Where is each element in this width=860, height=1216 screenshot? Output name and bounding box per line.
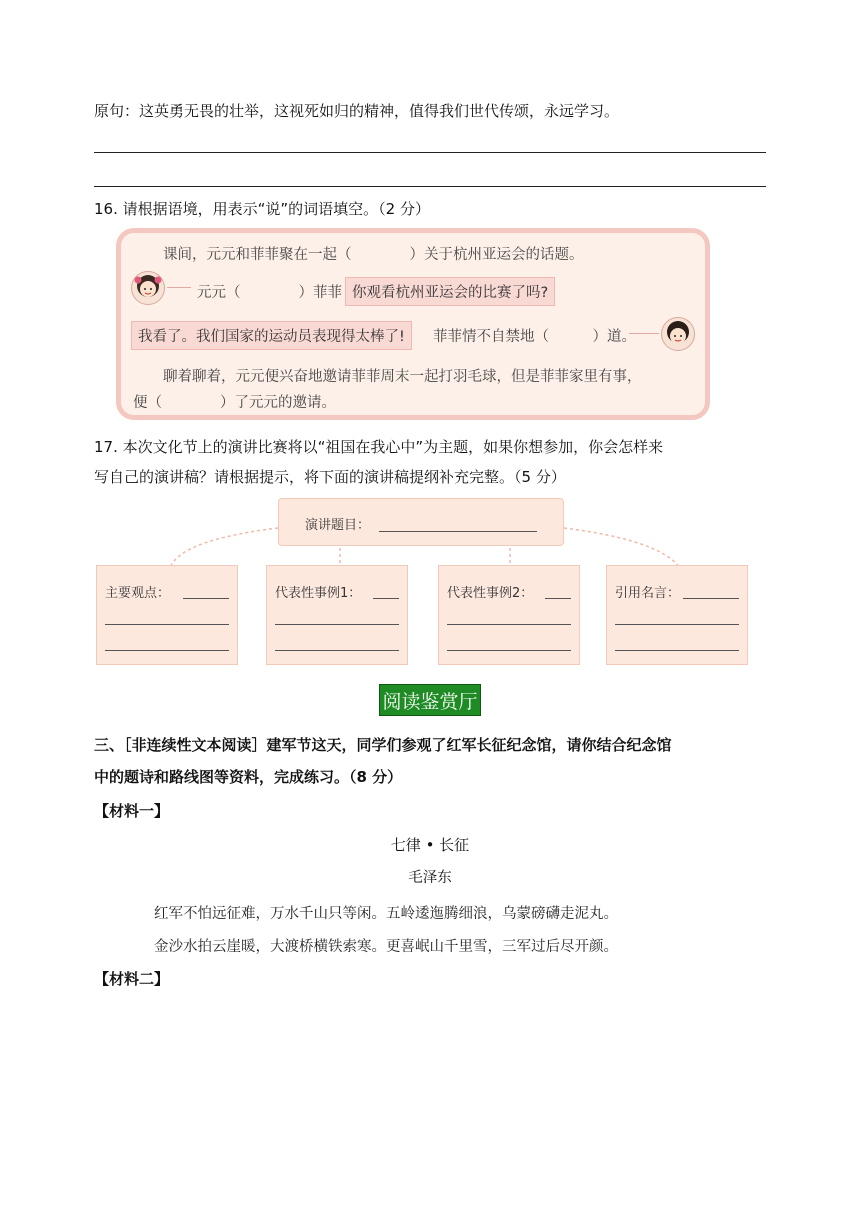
material-1-label: 【材料一】 <box>94 802 170 820</box>
outline-card-example-1 <box>266 565 408 665</box>
card-label: 主要观点： <box>105 586 171 601</box>
speech-title-blank <box>379 531 537 532</box>
poem-line-2: 金沙水拍云崖暖，大渡桥横铁索寒。更喜岷山千里雪，三军过后尽开颜。 <box>154 939 618 955</box>
card-blank <box>373 598 399 599</box>
poem-title: 七律 • 长征 <box>390 836 470 854</box>
poem-author: 毛泽东 <box>408 870 452 886</box>
card-blank <box>447 624 571 625</box>
dialogue-line-4: 聊着聊着，元元便兴奋地邀请菲菲周末一起打羽毛球，但是菲菲家里有事， <box>163 369 642 385</box>
question-17-prompt-line-2: 写自己的演讲稿？请根据提示，将下面的演讲稿提纲补充完整。（5 分） <box>94 468 566 486</box>
card-blank <box>105 650 229 651</box>
dialogue-box <box>116 228 710 420</box>
card-blank <box>615 650 739 651</box>
outline-card-main-point <box>96 565 238 665</box>
card-label: 代表性事例1： <box>275 586 362 601</box>
card-label: 代表性事例2： <box>447 586 534 601</box>
dialogue-line-3: 菲菲情不自禁地（ ）道。 <box>433 329 636 345</box>
answer-line-2 <box>94 186 766 187</box>
dialogue-line-1: 课间，元元和菲菲聚在一起（ ）关于杭州亚运会的话题。 <box>163 247 584 263</box>
boy-avatar-icon <box>661 317 695 351</box>
dialogue-line-2: 元元（ ）菲菲 <box>197 285 342 301</box>
answer-line-1 <box>94 152 766 153</box>
original-sentence: 原句：这英勇无畏的壮举，这视死如归的精神，值得我们世代传颂，永远学习。 <box>94 102 620 120</box>
outline-card-example-2 <box>438 565 580 665</box>
card-blank <box>275 624 399 625</box>
card-label: 引用名言： <box>615 586 681 601</box>
reading-section-banner: 阅读鉴赏厅 <box>379 684 481 716</box>
card-blank <box>183 598 229 599</box>
poem-line-1: 红军不怕远征难，万水千山只等闲。五岭逶迤腾细浪，乌蒙磅礴走泥丸。 <box>154 906 618 922</box>
section-3-prompt-line-2: 中的题诗和路线图等资料，完成练习。（8 分） <box>94 768 403 786</box>
question-16-prompt: 16. 请根据语境，用表示“说”的词语填空。（2 分） <box>94 200 430 218</box>
card-blank <box>545 598 571 599</box>
speech-title-label: 演讲题目： <box>305 518 371 533</box>
card-blank <box>275 650 399 651</box>
outline-card-quote <box>606 565 748 665</box>
card-blank <box>615 624 739 625</box>
section-3-prompt-line-1: 三、［非连续性文本阅读］建军节这天，同学们参观了红军长征纪念馆，请你结合纪念馆 <box>94 736 672 754</box>
material-2-label: 【材料二】 <box>94 970 170 988</box>
card-blank <box>683 598 739 599</box>
question-17-prompt-line-1: 17. 本次文化节上的演讲比赛将以“祖国在我心中”为主题，如果你想参加，你会怎样来 <box>94 438 664 456</box>
connector <box>629 333 659 334</box>
card-blank <box>105 624 229 625</box>
card-blank <box>447 650 571 651</box>
dialogue-line-5: 便（ ）了元元的邀请。 <box>133 395 336 411</box>
speech-title-scroll <box>278 498 564 546</box>
girl-avatar-icon <box>131 271 165 305</box>
speech-bubble-yuanyuan: 你观看杭州亚运会的比赛了吗? <box>345 277 555 306</box>
connector <box>167 287 191 288</box>
speech-bubble-feifei: 我看了。我们国家的运动员表现得太棒了! <box>131 321 412 350</box>
